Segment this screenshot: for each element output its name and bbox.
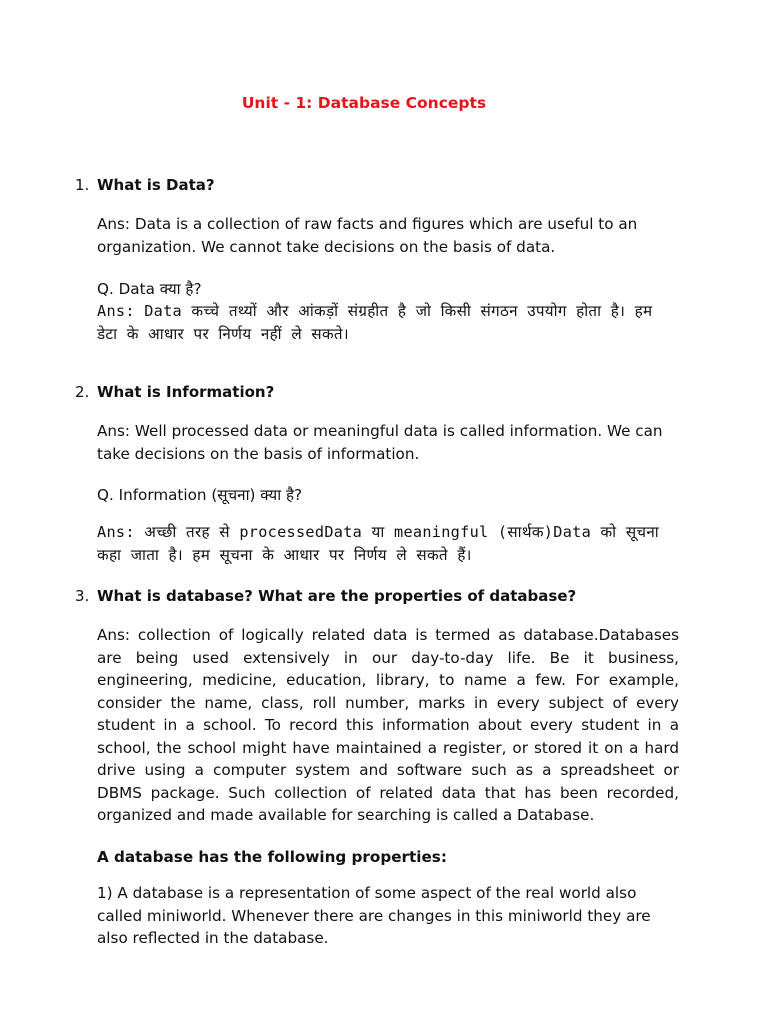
answer-english: Ans: collection of logically related data is termed as database.Databases are being used extensively in our day-to-day life. Be it business, engineering, medicine, education, library, to name a few. For example, consider the name, class, roll number, marks in every subject of every student in a school. To record this information about every student in a school, the school might have maintained a register, or stored it on a hard drive using a computer system and software such as a spreadsheet or DBMS package. Such collection of related data that has been recorded, organized and made available for searching is called a Database. [97, 626, 679, 824]
answer-hindi: Ans: अच्छी तरह से processedData या meaningful (सार्थक)Data को सूचना कहा जाता है। हम सूचना के आधार पर निर्णय ले सकते हैं। [97, 523, 659, 564]
answer-english: Ans: Well processed data or meaningful data is called information. We can take decisions on the basis of information. [97, 422, 663, 463]
question-number: 2. [75, 383, 90, 401]
question-heading: What is Information? [97, 383, 275, 401]
hindi-question: Q. Information (सूचना) क्या है? [97, 486, 303, 504]
question-heading: What is database? What are the properties of database? [97, 587, 577, 605]
property-item: 1) A database is a representation of some aspect of the real world also called miniworld. Whenever there are changes in this miniworld they are also reflected in the database. [97, 884, 651, 947]
question-heading: What is Data? [97, 176, 215, 194]
question-number: 3. [75, 587, 90, 605]
question-number: 1. [75, 176, 90, 194]
answer-hindi: Ans: Data कच्चे तथ्यों और आंकड़ों संग्रहीत है जो किसी संगठन उपयोग होता है। हम डेटा के आधार पर निर्णय नहीं ले सकते। [97, 302, 653, 343]
hindi-question: Q. Data क्या है? [97, 280, 202, 298]
answer-english: Ans: Data is a collection of raw facts and figures which are useful to an organization. We cannot take decisions on the basis of data. [97, 215, 638, 256]
properties-heading: A database has the following properties: [97, 848, 447, 866]
page-title: Unit - 1: Database Concepts [241, 94, 487, 112]
